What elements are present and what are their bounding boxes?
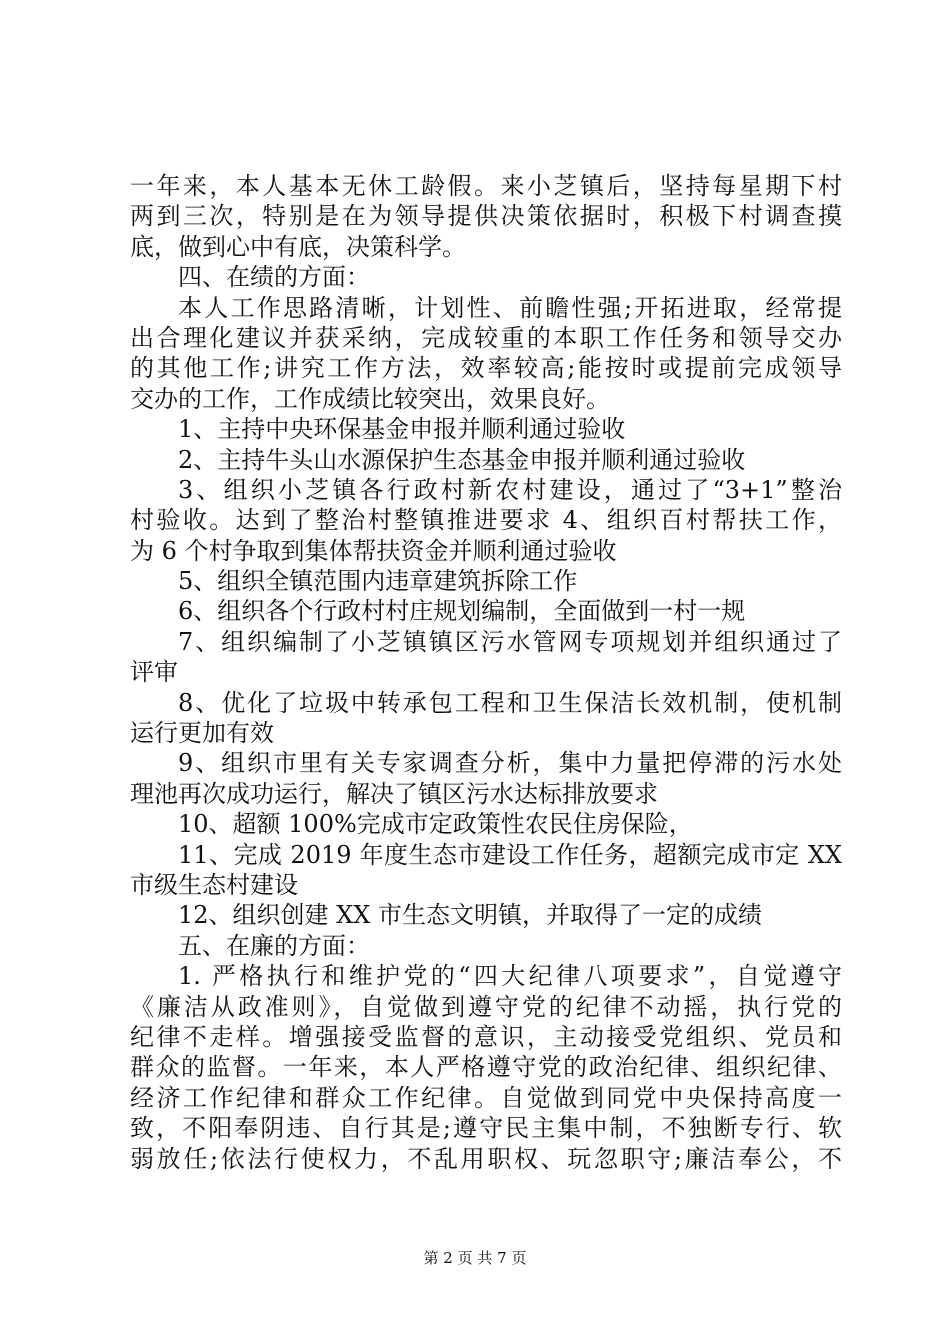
text-line: 致，不阳奉阴违、自行其是;遵守民主集中制，不独断专行、软 bbox=[130, 1114, 842, 1143]
text-line: 运行更加有效 bbox=[130, 719, 274, 748]
text-line: 底，做到心中有底，决策科学。 bbox=[130, 232, 466, 261]
text-line: 出合理化建议并获采纳，完成较重的本职工作任务和领导交办 bbox=[130, 323, 842, 352]
text-line: 为 6 个村争取到集体帮扶资金并顺利通过验收 bbox=[130, 536, 617, 565]
page-footer: 第 2 页 共 7 页 bbox=[423, 1249, 527, 1267]
text-line: 3、组织小芝镇各行政村新农村建设，通过了“3+1”整治 bbox=[178, 475, 842, 504]
text-line: 8、优化了垃圾中转承包工程和卫生保洁长效机制，使机制 bbox=[178, 688, 842, 717]
text-line: 四、在绩的方面： bbox=[178, 263, 370, 292]
text-line: 10、超额 100%完成市定政策性农民住房保险， bbox=[178, 810, 693, 839]
text-line: 两到三次，特别是在为领导提供决策依据时，积极下村调查摸 bbox=[130, 202, 842, 231]
text-line: 9、组织市里有关专家调查分析，集中力量把停滞的污水处 bbox=[178, 749, 842, 778]
text-line: 理池再次成功运行，解决了镇区污水达标排放要求 bbox=[130, 779, 658, 808]
text-line: 五、在廉的方面： bbox=[178, 931, 370, 960]
text-line: 6、组织各个行政村村庄规划编制，全面做到一村一规 bbox=[178, 597, 746, 626]
text-line: 弱放任;依法行使权力，不乱用职权、玩忽职守;廉洁奉公，不 bbox=[130, 1144, 842, 1173]
text-line: 1. 严格执行和维护党的“四大纪律八项要求”，自觉遵守 bbox=[178, 962, 842, 991]
text-line: 村验收。达到了整治村整镇推进要求 4、组织百村帮扶工作， bbox=[130, 506, 842, 535]
text-line: 12、组织创建 XX 市生态文明镇，并取得了一定的成绩 bbox=[178, 901, 762, 930]
text-line: 群众的监督。一年来，本人严格遵守党的政治纪律、组织纪律、 bbox=[130, 1053, 842, 1082]
text-line: 2、主持牛头山水源保护生态基金申报并顺利通过验收 bbox=[178, 445, 746, 474]
text-line: 的其他工作;讲究工作方法，效率较高;能按时或提前完成领导 bbox=[130, 354, 842, 383]
text-line: 《廉洁从政准则》，自觉做到遵守党的纪律不动摇，执行党的 bbox=[130, 992, 842, 1021]
text-line: 交办的工作，工作成绩比较突出，效果良好。 bbox=[130, 384, 610, 413]
text-line: 一年来，本人基本无休工龄假。来小芝镇后，坚持每星期下村 bbox=[130, 172, 842, 200]
document-body bbox=[130, 171, 842, 1174]
text-line: 11、完成 2019 年度生态市建设工作任务，超额完成市定 XX bbox=[178, 840, 842, 869]
text-line: 5、组织全镇范围内违章建筑拆除工作 bbox=[178, 567, 578, 596]
text-line: 7、组织编制了小芝镇镇区污水管网专项规划并组织通过了 bbox=[178, 627, 842, 656]
text-line: 纪律不走样。增强接受监督的意识，主动接受党组织、党员和 bbox=[130, 1022, 842, 1051]
text-line: 经济工作纪律和群众工作纪律。自觉做到同党中央保持高度一 bbox=[130, 1083, 842, 1112]
text-line: 市级生态村建设 bbox=[130, 870, 298, 899]
text-line: 本人工作思路清晰，计划性、前瞻性强;开拓进取，经常提 bbox=[178, 293, 842, 322]
text-line: 评审 bbox=[130, 658, 178, 687]
text-line: 1、主持中央环保基金申报并顺利通过验收 bbox=[178, 415, 626, 444]
